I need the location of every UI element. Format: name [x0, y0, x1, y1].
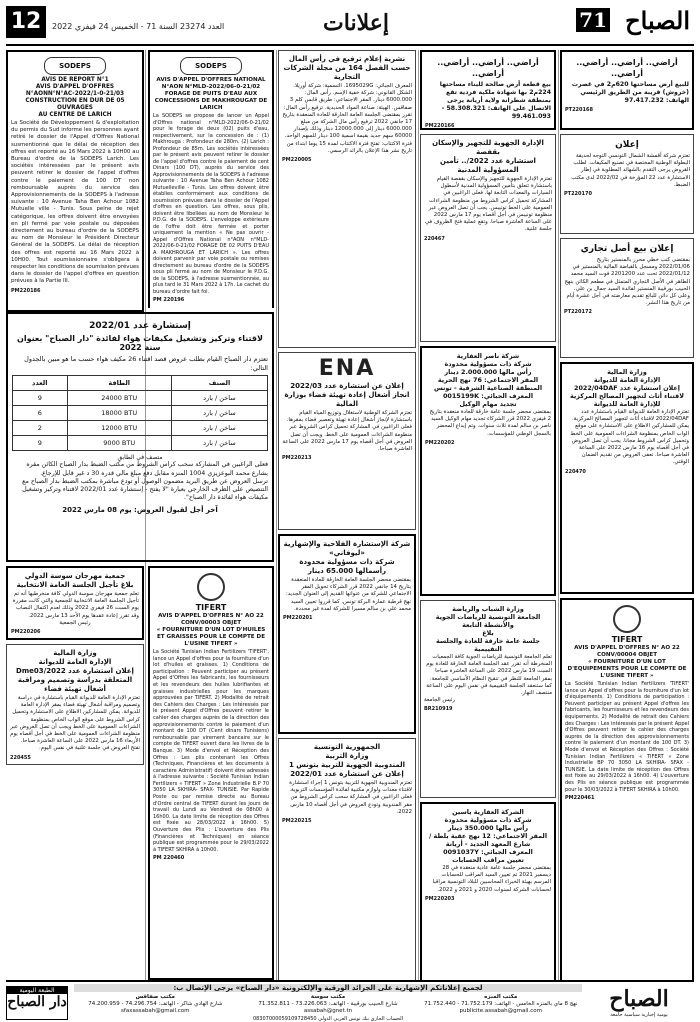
office-name: مكتب المنزه — [484, 994, 518, 1000]
ad-title: أراضي.. أراضي.. أراضي.. أراضي.. — [437, 58, 539, 78]
ad-body: تعتزم الإدارة الجهوية للتجهيز والإسكان بقفصة القيام باستشارة تتعلق بتأمين المسؤولية المدنية لأسطول السيارات والمعدات التابعة لها. فعلى الراغبين في المشاركة تحميل كراس الشروط من منظومة الشراءات العمومية على الخط تونيبس. يجب أن تصل العروض عبر منظومة تونيبس في أجل أقصاه يوم 17 مارس 2022 على الساعة العاشرة صباحا. وتقع عملية فتح الظروف في جلسة علنية. — [425, 176, 552, 233]
ad-code: PM220206 — [11, 629, 41, 636]
ad-body: La SODEPS se propose de lancer un Appel d'Offres national n°MLD-2022/06-0-21/02 pour le forage de deux (02) puits d'eau, respectivement, sur la concession de : (1) Makhrouga : Profondeur de 280m. (2) Larich : Profondeur de 85m. Les sociétés intéressées par le présent avis peuvent retirer le dossier de l'appel d'offres contre le paiement de cent Dinars (100 DT), auprès du service des Approvisionnements de la SODEPS à l'adresse suivante : 10 Avenue Taha Ben Achour 1082 Mutuelleville - Tunis. Les offres doivent être établies conformément aux conditions de soumission prévues dans le dossier de l'Appel d'offres en question. Les offres, sous plis, doivent être libellées au nom de Monsieur le P.D.G. de la SODEPS. L'enveloppe extérieure de l'offre doit être fermée et porter uniquement la mention « Ne pas ouvrir - Appel d'Offres National n°AON n°MLD-2022/06-0-21/02 FORAGE DE 02 PUITS D'EAU A MAKHROUGA ET LARICH ». Les offres doivent parvenir par voie postale ou remises directement au bureau d'ordre de la SODEPS sous pli fermé au nom de Monsieur le P.D.G. de la SODEPS, à l'adresse susmentionnée, au plus tard le 31 Mars 2022 à 17h. Le cachet du bureau d'ordre fait foi. — [153, 113, 269, 295]
tifert-emblem-icon — [197, 573, 225, 601]
ad-nasser-realestate — [420, 346, 556, 596]
cell-count: 9 — [13, 436, 68, 451]
column-5 — [560, 50, 694, 980]
ad-code: 220455 — [10, 754, 31, 761]
col-header-type: الصنف — [171, 376, 267, 391]
ad-body: بمقتضى كتب خطي محرر بالمنستير بتاريخ 2022/01/06 ومسجل بالقباضة المالية بالمنستير في 2022/01/12 تحت عدد 2201200 فوت السيد محمد الطاهر في الأصل التجاري المتمثل في مطعم الكائن بنهج الحبيب بورقيبة المنستير لفائدة السيد جمال بن علي. وعلى كل دائن للبائع تقديم معارضته في أجل عشرة أيام من تاريخ هذا النشر. — [564, 257, 690, 307]
ad-capital-increase — [278, 50, 416, 348]
ad-sousse-festival — [6, 566, 144, 640]
table-row — [13, 421, 268, 436]
ad-body: تعتزم المندوبية الجهوية للتربية بتونس 1 إجراء استشارة لاقتناء معدات ولوازم مكتبية لفائدة المؤسسات التربوية. فعلى الراغبين في المشاركة سحب كراس الشروط من مقر المندوبية وتودع العروض في أجل أقصاه 10 مارس 2022. — [289, 780, 412, 815]
ad-land-sale-1 — [420, 50, 556, 130]
ad-body: بمقتضى محضر الجلسة العامة الخارقة للعادة المنعقدة بتاريخ 14 جانفي 2022 قرر الشركاء تحويل المقر الاجتماعي للشركة من عنوانها القديم إلى العنوان الجديد: نهج قرطبة عمارة البركة تونس. كما قرروا تعيين السيد محمد علي بن سالم مسيرا للشركة لمدة غير محددة. — [285, 577, 411, 612]
office-line: نهج 8 ماي بالمنزه الخامس - الهاتف: 71.752.179 - 71.752.440 — [424, 1001, 578, 1007]
wide-ad-body-1: فعلى الراغبين في المشاركة سحب كراس الشروط من مكتب الضبط بدار الصباح الكائن مقره بشارع محمد البوعزيزي 1004 المنزه مقابل دفع مبلغ مالي قدره 30 د غير قابل للإرجاع. — [26, 461, 268, 477]
ad-dar-assabah-consultation — [6, 312, 274, 562]
ad-customs-dme03 — [6, 644, 144, 765]
ad-tifert-huiles — [148, 566, 274, 980]
column-divider — [558, 50, 559, 980]
wide-ad-body-2: ترسل العروض عن طريق البريد مضمون الوصول أو تودع مباشرة بمكتب الضبط بدار الصباح مع التنصيص على الظرف الخارجي بعبارة "لا يفتح - إستشارة عدد 2022/01 لاقتناء وتركيز وتشغيل مكيفات هواء لفائدة دار الصباح". — [22, 477, 268, 502]
ad-yassine-realestate — [420, 802, 556, 980]
column-divider — [276, 50, 277, 980]
column-2-lower — [148, 566, 274, 980]
office-email[interactable]: assabah@gnet.tn — [303, 1008, 353, 1014]
ad-code: PM220186 — [11, 287, 41, 294]
ad-code: PM220461 — [565, 795, 595, 802]
cell-count: 2 — [13, 421, 68, 436]
ena-logo: ENA — [318, 356, 376, 381]
aircon-table — [12, 375, 268, 451]
footer-brand: الصباح — [609, 986, 669, 1012]
ad-sonede-consultation — [278, 352, 416, 530]
logo-name: الصباح — [625, 6, 690, 35]
cell-power: 12000 BTU — [67, 421, 171, 436]
tifert-emblem-icon — [613, 605, 641, 633]
ad-title: إعلان — [615, 140, 639, 150]
ad-title: شركة الإستشارة الفلاحية والإشهارية «ليوفاني» شركة ذات مسؤولية محدودة رأسمالها 65.000 دينار — [283, 540, 411, 575]
ad-body: La Société Tunisian Indian Fertilizers 'TIFERT', lance un Appel d'offres pour la fourniture d'un lot d'huiles et graisses. 1) Conditions de participation : Peuvent participer au présent Appel d'Offres les fabricants, les fournisseurs et les revendeurs des huiles lubrifiantes et graisses industrielles pour les marques approuvées par TIFERT. 2) Modalité de retrait des Cahiers des Charges : Les intéressés par le présent Appel d'Offres peuvent retirer le cahier des charges auprès de la direction des approvisionnements contre le paiement d'un montant de 100 DT (Cent dinars Tunisiens) remboursable par virement bancaire sur le compte de TIFERT ouvert dans les livres de la Banque. 3) Mode d'envoi et Réception des Offres : Les plis contenant les Offres (Techniques, Financières et les documents à caractère Administratif) doivent être adressés à l'adresse suivante : Société Tunisian Indian Fertilizers « TIFERT » Zone Industrielle B.P 70 3050 LA SKHIRA- SFAX- TUNISIE. Par Rapide Poste ou par remise directe au Bureau d'Ordre central de TIFERT durant les jours de travail du Lundi au Vendredi de 08h00 à 16h00. La date limite de réception des Offres est fixée au 28/03/2022 à 16h00. 5) Ouverture des Plis : L'ouverture des Plis (Financières et Techniques) en séance publique est programmée pour le 29/03/2022 à TIFERT SKHIRA à 10h00. — [153, 649, 269, 853]
ad-code: 220467 — [424, 235, 445, 242]
ad-code: PM220215 — [282, 818, 312, 825]
ad-title: نشرية إعلام ترفيع في رأس المال حسب الفصل 164 من مجلة الشركات التجارية — [283, 55, 411, 81]
cell-power: 9000 BTU — [67, 436, 171, 451]
ad-title: AVIS D'APPEL D'OFFRES N° AO 22 CONV/00003 OBJET « FOURNITURE D'UN LOT D'HUILES ET GRAISSES POUR LE COMPTE DE L'USINE TIFERT » — [156, 613, 266, 647]
ad-title: شركة ناصر العقارية شركة ذات مسؤولية محدودة رأس مالها 2.000.000 دينار المقر الاجتماعي: 76 نهج الحرية المنطقة الصناعية الشرقية - تونس المعرف الجبائي: 0015199K تجديد مهام الوكيل — [433, 352, 543, 408]
ad-code: PM220005 — [282, 157, 312, 164]
ad-title: وزارة الشباب والرياضة الجامعة التونسية للرياضات الجوية والأنشطة التابعة بلاغ جلسة عامة خارقة للعادة والجلسة التقييمية — [435, 605, 541, 653]
table-row — [13, 406, 268, 421]
col-header-count: العدد — [13, 376, 68, 391]
footer-edition-brand: دار الصباح — [7, 994, 67, 1010]
tifert-logo: TIFERT — [565, 605, 689, 644]
ad-body: تعلم الجامعة التونسية للرياضات الجوية كافة الجمعيات المنخرطة أنه تقرر عقد الجلسة العامة الخارقة للعادة يوم السبت 19 مارس 2022 على الساعة العاشرة صباحا بمقر الجامعة للنظر في تنقيح النظام الأساسي للجامعة. كما ستنعقد الجلسة التقييمية في نفس اليوم على الساعة منتصف النهار. — [426, 654, 552, 697]
ad-code: PT220172 — [564, 309, 592, 316]
ad-title: وزارة المالية الإدارة العامة للديوانة إعلان استشارة عدد 2022/04DAF لاقتناء أثاث لتجهيز المصالح المركزية للإدارة العامة للديوانة — [570, 368, 684, 408]
footer-edition-tag: الطبعة اليومية — [7, 987, 67, 994]
cell-power: 18000 BTU — [67, 406, 171, 421]
newspaper-logo — [579, 6, 694, 40]
ad-title: إعلان بيع أصل تجاري — [580, 244, 674, 254]
wide-ad-intro: تعتزم دار الصباح القيام بطلب عروض قصد اقتناء 26 مكيف هواء حسب ما هو مبين بالجدول التالي: — [24, 355, 268, 372]
ad-body: تعتزم الإدارة العامة للديوانة القيام باستشارة عدد 2022/04DAF لاقتناء أثاث لتجهيز المصالح المركزية. يمكن للمشاركين الاطلاع على الاستشارة على موقع الواب الخاص بمنظومة الشراءات العمومية على الخط وتحميل كراس الشروط مجانا. يجب أن تصل العروض في أجل أقصاه يوم 16 مارس 2022 على الساعة العاشرة صباحا. تعفى العروض من تقديم الضمان الوقتي. — [570, 409, 689, 466]
ad-code: PM 220196 — [153, 297, 185, 303]
ad-code: 220470 — [565, 468, 586, 475]
office-sfax — [74, 994, 237, 1015]
ad-title: أراضي.. أراضي.. أراضي.. أراضي.. — [576, 58, 678, 78]
office-line: شارع الهادي شاكر - الهاتف: 74.296.754 - 74.200.959 — [88, 1001, 223, 1007]
ad-body: بمقتضى محضر جلسة عامة خارقة للعادة منعقدة بتاريخ 2 فيفري 2022 قرر الشركاء تجديد مهام الوكيل السيد ناصر بن سالم لمدة ثلاث سنوات. وتم إيداع المحضر بالسجل الوطني للمؤسسات. — [429, 409, 551, 437]
ad-code: PM220202 — [425, 439, 455, 446]
ad-code: PM220213 — [282, 455, 312, 462]
table-row — [13, 391, 268, 406]
ad-body: La Société de Développement & d'exploitation du permis du Sud informe les personnes ayant retiré le dossier de l'Appel d'Offres National susmentionné que le délai de réception des offres est reporté au 16 Mars 2022 à 10H00 au Bureau d'ordre de la SODEPS Larich. Les sociétés intéressées par le présent avis peuvent retirer le dossier de l'appel d'offres contre le paiement de 100 DT non remboursable auprès du service des Approvisionnements de la SODEPS à l'adresse suivante : 10 Avenue Taha Ben Achour 1082 Mutuelle ville - Tunis. Sous peine de rejet catégorique, les offres doivent être envoyées en pli fermé par voie postale ou déposées directement au bureau d'ordre de la SODEPS au nom de Monsieur le Président Directeur Général de la SODEPS. Le délai de réception des offres est reporté au 16 Mars 2022 à 10H00. Tout soumissionnaire s'obligera à respecter les conditions de soumission prévues dans le dossier de l'appel d'offres en question prévues à la Partie III. — [11, 120, 139, 285]
ad-title: الجمهورية التونسية وزارة التربية المندوبية الجهوية للتربية بتونس 1 إعلان عن استشارة عدد 2022/01 — [288, 743, 406, 778]
ad-code: PM220203 — [425, 895, 455, 902]
office-name: مكتب سوسة — [310, 994, 346, 1000]
ad-title: الشركة العقارية ياسين شركة ذات مسؤولية محدودة رأس مالها 350.000 دينار المقر الاجتماعي: 12 نهج عقبة بلطة / شارع المعهد الجديد - أريانة المعرف الجبائي: 0091037Y تعيين مراقب الحسابات — [428, 808, 548, 864]
office-sousse — [247, 994, 410, 1015]
wide-ad-title: لاقتناء وتركيز وتشغيل مكيفات هواء لفائدة "دار الصباح" بعنوان سنة 2022 — [17, 334, 263, 352]
ad-education-consultation — [278, 738, 416, 980]
footer-offices — [74, 994, 582, 1015]
ad-body: تعتزم الإدارة العامة للديوانة القيام باستشارة في دراسة وتصميم ومراقبة أشغال تهيئة فضاء بمقر الإدارة العامة للديوانة. يمكن للمشاركين الاطلاع على الاستشارة وتحميل كراس الشروط على موقع الواب الخاص بمنظومة الشراءات العمومية على الخط ويجب أن تصل العروض عبر منظومة الشراءات العمومية على الخط في أجل أقصاه يوم الأربعاء 16 مارس 2022 على الساعة العاشرة صباحا. تفتح العروض في جلسة علنية في نفس اليوم. — [10, 695, 140, 752]
ad-body: La Société Tunisian Indian Fertilizers 'TIFERT' lance un Appel d'offres pour la fourniture d'un lot d'équipements. 1) Conditions de participation : Peuvent participer au présent Appel d'offres les fabricants, les fournisseurs et les revendeurs des équipements. 2) Modalité de retrait des Cahiers des Charges : Les intéressés par le présent Appel d'Offres peuvent retirer le cahier des charges auprès de la direction des approvisionnements contre le paiement d'un montant de 100 DT. 3) Mode d'envoi et Réception des Offres : Société Tunisian Indian Fertilizers « TIFERT » Zone Industrielle BP 70 3050 LA SKHIRA- SFAX - TUNISIE. La date limite de réception des Offres est fixée au 29/03/2022 à 16h00. 4) L'ouverture des Plis en séance publique est programmée pour le 30/03/2022 à TIFERT SKHIRA à 10h00. — [565, 681, 689, 793]
ad-sign: رئيس الجامعة — [424, 697, 455, 704]
footer-brand-tagline: يومية إخبارية سياسية جامعة — [610, 1012, 668, 1018]
ad-title: إعلان عن استشارة عدد 2022/03 انجاز أشغال إعادة تهيئة فضاء بوزارة المالية — [284, 382, 410, 408]
ad-customs-furniture — [560, 362, 694, 594]
table-row-note: متصف في الطابق — [117, 454, 163, 461]
page-number: 12 — [6, 6, 46, 38]
table-header-row — [13, 376, 268, 391]
issue-line: العدد 23274 السنة 71 - الخميس 24 فيفري 2022 — [52, 22, 225, 31]
footer-contacts — [74, 984, 582, 1020]
column-1-lower — [6, 566, 144, 980]
column-3 — [278, 50, 416, 980]
ad-sign: رئيس الجمعية — [59, 619, 91, 626]
ad-code: BR210919 — [424, 706, 453, 713]
table-row — [13, 436, 268, 451]
ad-code: PM220201 — [283, 615, 313, 622]
ad-title: جمعية مهرجان سوسة الدولي بلاغ تأجيل الجلسة العامة الانتخابية — [16, 572, 134, 589]
tifert-logo: TIFERT — [153, 573, 269, 612]
footer-logo — [584, 986, 694, 1018]
ad-title: وزارة المالية الإدارة العامة للديوانة إعلان استشارة عدد 2022/Dme03 المتعلقة بدراسة وتصميم ومراقبة أشغال تهيئة فضاء — [16, 649, 134, 694]
logo-number: 71 — [576, 8, 610, 32]
wide-ad-number: إستشارة عدد 2022/01 — [89, 321, 191, 331]
ad-code: PM220166 — [425, 123, 455, 129]
cell-count: 6 — [13, 406, 68, 421]
ad-title: AVIS DE REPORT N°1 AVIS D'APPEL D'OFFRES N°AONN°N°AC-2022/1-0-21/03 CONSTRUCTION EN DUR DE 05 OUVRAGES AU CENTRE DE LARICH — [25, 77, 125, 118]
footer-edition-box — [6, 986, 68, 1020]
ad-air-sports-federation — [420, 600, 556, 798]
office-email[interactable]: publicite.assabah@gmail.com — [459, 1008, 542, 1014]
ad-announcement — [560, 134, 694, 234]
office-line: شارع الحبيب بورقيبة - الهاتف: 73.226.063 - 71.352.811 — [258, 1001, 398, 1007]
ad-body: بمقتضى محضر جلسة عامة عادية منعقدة في 28 ديسمبر 2021 تم تعيين السيد المراقب للحسابات المرسم بهيئة الخبراء المحاسبين للبلاد التونسية مراقبا لحسابات الشركة لسنوات 2020 و 2021 و 2022. — [432, 865, 551, 893]
ad-body: للبيع أرض مساحتها 620م2 في غصرت (خروش) قريبة من الطريق الرئيسي الهاتف: 97.417.232 — [571, 81, 689, 104]
office-name: مكتب صفاقس — [135, 994, 175, 1000]
cell-type: ساخن / بارد — [171, 421, 267, 436]
ad-title: AVIS D'APPEL D'OFFRES NATIONAL N°AON N°MLD-2022/06-0-21/02 FORAGE DE PUITS D'EAU AUX CONCESSIONS DE MAKHROUGAT DE LARICH — [154, 77, 268, 111]
cell-count: 9 — [13, 391, 68, 406]
cell-type: ساخن / بارد — [171, 391, 267, 406]
ad-liofani-company — [278, 534, 416, 734]
ad-code: PT220168 — [565, 107, 593, 113]
ad-body: تعلم جمعية مهرجان سوسة الدولي كافة منخرطيها أنه تم تأجيل الجلسة العامة الانتخابية للجمعية والتي كانت مقررة يوم السبت 26 فيفري 2022 وذلك لعدم اكتمال النصاب وقد تقرر إعادة عقدها يوم الأحد 13 مارس 2022. — [12, 591, 139, 619]
footer-banner: لجميع إعلاناتكم الإشهارية على الجرائد الورقية والإلكترونية «دار الصباح» يرجى الإتصال ب: — [74, 984, 582, 992]
page-header — [6, 4, 694, 46]
section-title: إعلانات — [323, 10, 389, 36]
ad-code: PT220170 — [564, 191, 592, 198]
page-footer — [6, 980, 694, 1022]
column-2 — [148, 50, 274, 308]
ad-body: المعرف الجبائي: 1695029G. التسمية: شركة أوريلا. الشكل القانوني: شركة خفية الإسم. رأس المال: 6000.000 دينار. المقر الاجتماعي: طريق قابس كلم 3 صفاقس. الهيئة: صناعة المواد الحديدية. ترفيع رأس المال: تقرر بمقتضى الجلسة العامة الخارقة للعادة المنعقدة بتاريخ 17 جانفي 2022 ترفيع رأس مال الشركة من مبلغ 6000.000 دينار إلى 12000.000 دينار وذلك بإصدار 60000 سهم جديد بقيمة اسمية 100 دينار للسهم الواحد. فترة الاكتتاب: تفتح فترة الاكتتاب لمدة 15 يوما ابتداء من تاريخ نشر هذا الإعلان بالرائد الرسمي. — [282, 83, 412, 154]
ad-tifert-equipements — [560, 598, 694, 980]
column-divider — [418, 50, 419, 980]
ad-title: AVIS D'APPEL D'OFFRES N° AO 22 CONV/00004 OBJET « FOURNITURE D'UN LOT D'EQUIPEMENTS POUR LE COMPTE DE L'USINE TIFERT » — [567, 645, 687, 679]
ad-sodeps-report — [6, 50, 144, 312]
ad-sodeps-forage — [148, 50, 274, 308]
wide-ad-deadline: آخر أجل لقبول العروض: يوم 08 مارس 2022 — [62, 505, 218, 514]
cell-power: 24000 BTU — [67, 391, 171, 406]
col-header-power: الطاقة — [67, 376, 171, 391]
sodeps-logo: SODEPS — [180, 57, 242, 75]
cell-type: ساخن / بارد — [171, 406, 267, 421]
ad-title: الإدارة الجهوية للتجهيز والإسكان بقفصة استشارة عدد 2022/.. تأمين المسؤولية المدنية — [432, 139, 544, 174]
office-email[interactable]: sfaxassabah@gmail.com — [121, 1008, 190, 1014]
ad-body: تعتزم شركة أقمشة الشمال التونسي التوجه لحديقة البطولة الوطنية المختصة في تصنيع المكيفات. لطلب القروض يرجى التقدم بالشهائد المطلوبة في إطار الاستشارة عدد 22 المؤرخة في 2022/02 لدى مكتب الضبط. — [571, 153, 690, 188]
footer-bank-line: الحساب الجاري بنك تونس العربي الدولي 08307000059109728450 — [252, 1016, 404, 1022]
cell-type: ساخن / بارد — [171, 436, 267, 451]
ad-land-sale-2 — [560, 50, 694, 130]
ad-body: بيع قطعة أرض صالحة للبناء مساحتها 224م2 بها شهادة ملكية فردية تقع بمنطقة شطرانة ولاية أريانة يرجى الاتصال على الهاتف: 58.308.321 - 99.461.093 — [439, 81, 551, 120]
ad-body: تعتزم الشركة الوطنية لاستغلال وتوزيع المياه القيام باستشارة لإنجاز أشغال إعادة تهيئة وتعصير فضاء بمقرها. فعلى الراغبين في المشاركة تحميل كراس الشروط عبر منظومة الشراءات العمومية على الخط. ويجب أن تصل العروض في أجل أقصاه يوم 17 مارس 2022 على الساعة العاشرة صباحا. — [282, 410, 412, 453]
sodeps-logo: SODEPS — [44, 57, 106, 75]
ad-gafsa-insurance — [420, 134, 556, 342]
column-4 — [420, 50, 556, 980]
ad-code: PM 220460 — [153, 855, 185, 862]
office-menzah — [419, 994, 582, 1015]
ad-business-sale — [560, 238, 694, 358]
